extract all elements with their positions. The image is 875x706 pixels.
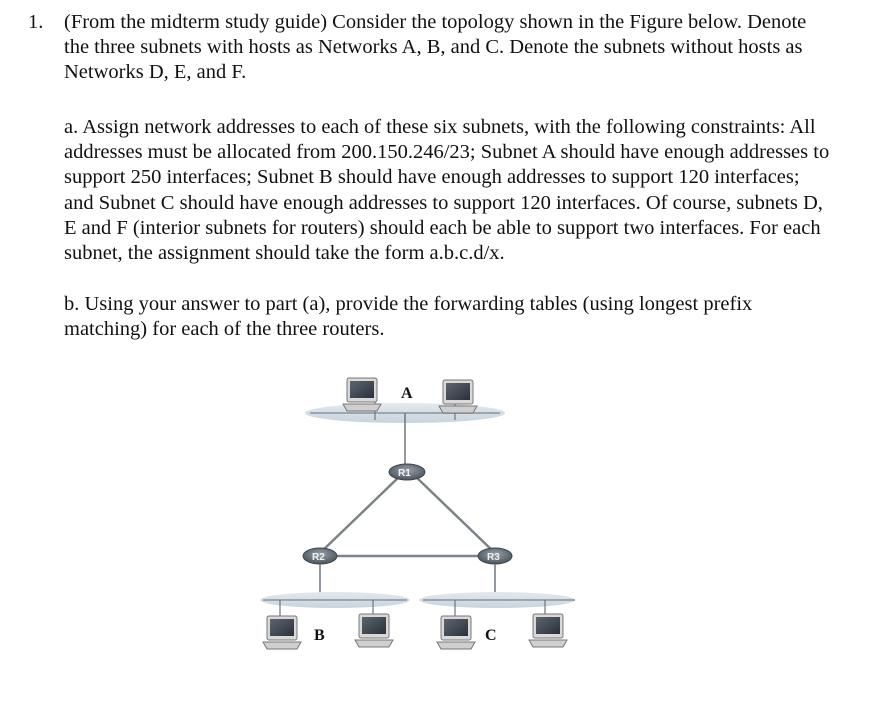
router-r2-icon <box>303 548 337 564</box>
router-r3-label: R3 <box>487 552 500 563</box>
router-r3-icon <box>478 548 512 564</box>
question-header <box>28 10 828 86</box>
subnet-a-label: A <box>401 385 413 402</box>
router-r2-label: R2 <box>312 552 325 563</box>
part-a-text: a. Assign network addresses to each of these six subnets, with the following constraints: All addresses must be allocated from 200.150.246/23; Subnet A should have enough addresses to support 250 interfaces; Subnet B should have enough addresses to support 120 interfaces; and Subnet C should have enough addresses to support 120 interfaces. Of course, subnets D, E and F (interior subnets for routers) should each be able to support two interfaces. For each subnet, the assignment should take the form a.b.c.d/x. <box>64 116 830 265</box>
host-a1-icon <box>343 378 381 411</box>
host-b1-icon <box>263 616 301 649</box>
host-c2-icon <box>529 614 567 647</box>
link-r1-r3 <box>415 476 495 553</box>
host-b2-icon <box>355 614 393 647</box>
part-b-text: b. Using your answer to part (a), provide the forwarding tables (using longest prefix matching) for each of the three routers. <box>64 293 753 341</box>
topology-figure <box>255 368 585 668</box>
subnet-b-label: B <box>314 627 325 644</box>
host-a2-icon <box>439 380 477 413</box>
subnet-c-label: C <box>485 627 497 644</box>
host-c1-icon <box>437 616 475 649</box>
link-r1-r2 <box>320 476 400 553</box>
topology-diagram <box>255 368 585 668</box>
question-intro: (From the midterm study guide) Consider the topology shown in the Figure below. Denote the three subnets with hosts as Networks A, B, and C. Denote the subnets without hosts as Networks D, E, and F. <box>64 11 807 84</box>
question-number: 1. <box>28 11 44 33</box>
router-r1-icon <box>389 464 425 480</box>
question-1 <box>28 10 828 86</box>
router-r1-label: R1 <box>398 468 411 479</box>
